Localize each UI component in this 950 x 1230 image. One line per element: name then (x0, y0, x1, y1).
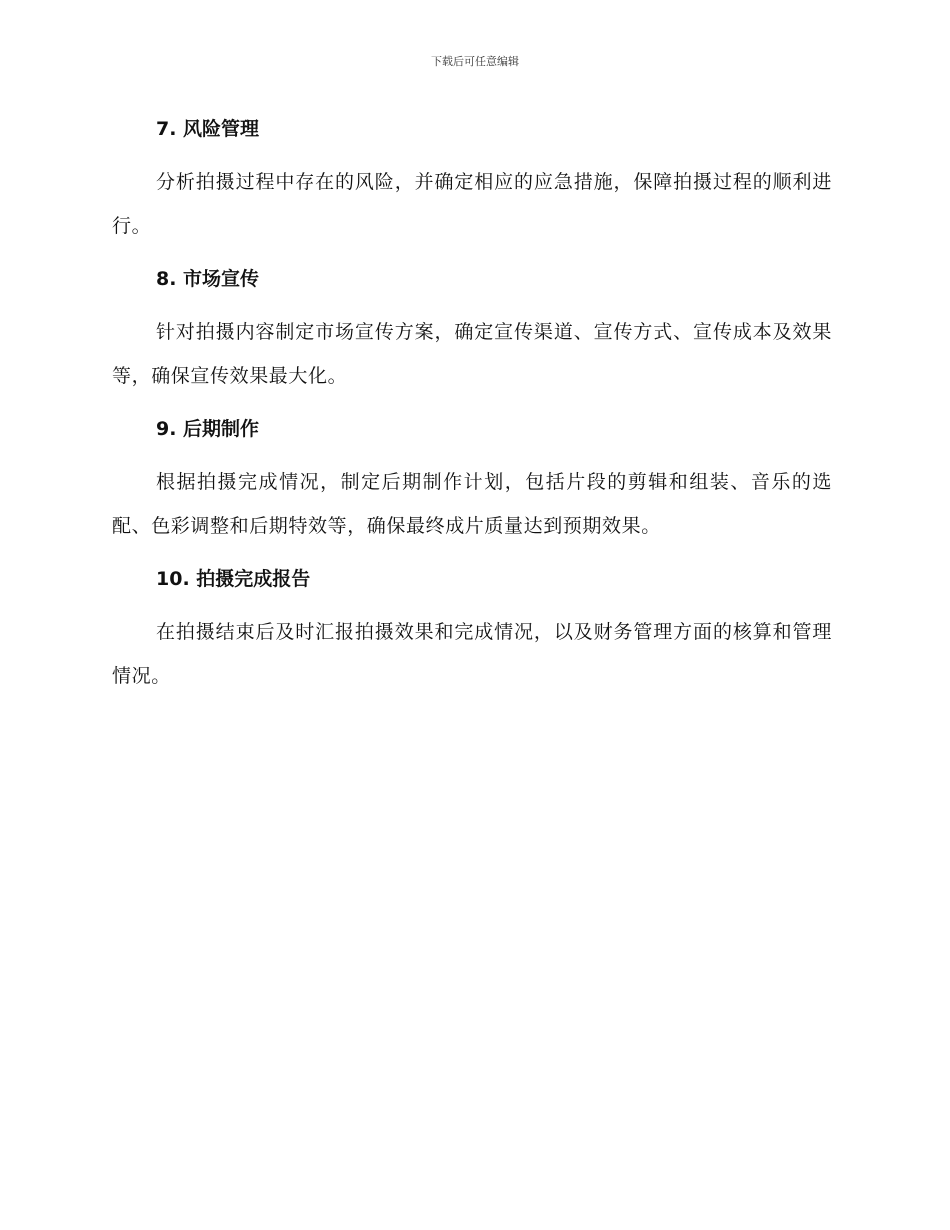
section-heading-post-production: 9. 后期制作 (156, 418, 260, 440)
section-heading-marketing: 8. 市场宣传 (156, 268, 260, 290)
section-heading-risk-management: 7. 风险管理 (156, 118, 260, 140)
section-body-post-production: 根据拍摄完成情况，制定后期制作计划，包括片段的剪辑和组装、音乐的选配、色彩调整和后期特效等，确保最终成片质量达到预期效果。 (112, 471, 832, 537)
document-body (112, 112, 832, 712)
section-body-marketing: 针对拍摄内容制定市场宣传方案，确定宣传渠道、宣传方式、宣传成本及效果等，确保宣传效果最大化。 (112, 321, 832, 387)
section-body-risk-management: 分析拍摄过程中存在的风险，并确定相应的应急措施，保障拍摄过程的顺利进行。 (112, 171, 832, 237)
section-heading-completion-report: 10. 拍摄完成报告 (156, 568, 311, 590)
page-header: 下载后可任意编辑 (431, 55, 519, 68)
section-body-completion-report: 在拍摄结束后及时汇报拍摄效果和完成情况，以及财务管理方面的核算和管理情况。 (112, 621, 832, 687)
